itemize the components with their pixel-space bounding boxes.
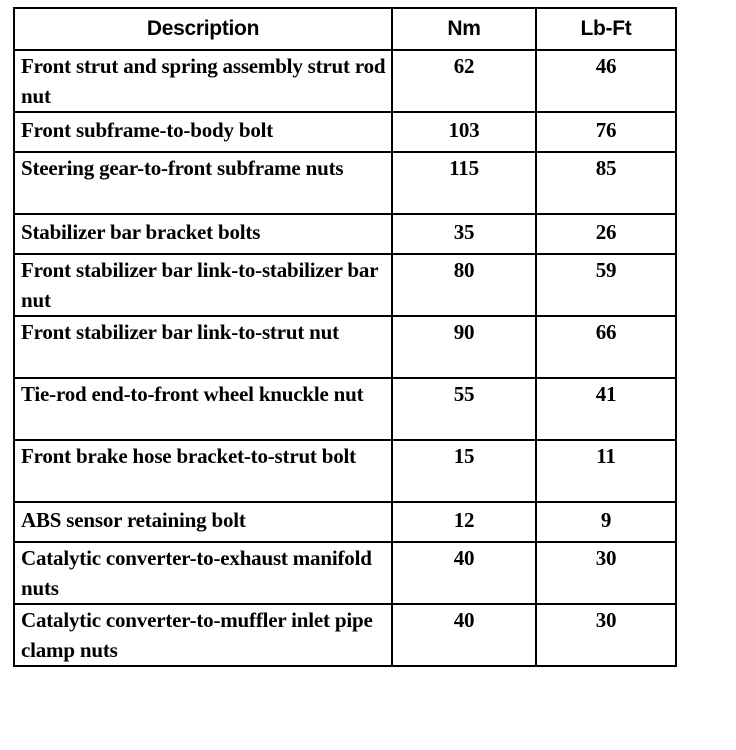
row-lbft: 30 — [536, 604, 676, 666]
row-nm: 103 — [392, 112, 536, 152]
row-nm: 55 — [392, 378, 536, 440]
row-description: Steering gear-to-front subframe nuts — [14, 152, 392, 214]
row-nm: 40 — [392, 604, 536, 666]
row-description: Front strut and spring assembly strut rod nut — [14, 50, 392, 112]
row-lbft: 9 — [536, 502, 676, 542]
table-row — [14, 378, 676, 440]
row-description: Tie-rod end-to-front wheel knuckle nut — [14, 378, 392, 440]
row-description: ABS sensor retaining bolt — [14, 502, 392, 542]
header-nm: Nm — [392, 8, 536, 50]
row-lbft: 46 — [536, 50, 676, 112]
table-row — [14, 50, 676, 112]
row-description: Catalytic converter-to-exhaust manifold nuts — [14, 542, 392, 604]
row-description: Front subframe-to-body bolt — [14, 112, 392, 152]
row-nm: 35 — [392, 214, 536, 254]
table-row — [14, 604, 676, 666]
table-row — [14, 316, 676, 378]
header-description: Description — [14, 8, 392, 50]
torque-specifications-table — [13, 7, 677, 667]
table-row — [14, 440, 676, 502]
table-header-row — [14, 8, 676, 50]
row-lbft: 59 — [536, 254, 676, 316]
table-row — [14, 152, 676, 214]
row-lbft: 30 — [536, 542, 676, 604]
row-lbft: 41 — [536, 378, 676, 440]
table-row — [14, 254, 676, 316]
row-description: Front stabilizer bar link-to-strut nut — [14, 316, 392, 378]
row-nm: 62 — [392, 50, 536, 112]
row-nm: 115 — [392, 152, 536, 214]
row-lbft: 66 — [536, 316, 676, 378]
row-lbft: 76 — [536, 112, 676, 152]
row-lbft: 11 — [536, 440, 676, 502]
row-nm: 12 — [392, 502, 536, 542]
row-description: Stabilizer bar bracket bolts — [14, 214, 392, 254]
row-description: Front brake hose bracket-to-strut bolt — [14, 440, 392, 502]
row-description: Catalytic converter-to-muffler inlet pipe clamp nuts — [14, 604, 392, 666]
row-lbft: 26 — [536, 214, 676, 254]
row-nm: 90 — [392, 316, 536, 378]
row-description: Front stabilizer bar link-to-stabilizer bar nut — [14, 254, 392, 316]
table-row — [14, 542, 676, 604]
row-nm: 80 — [392, 254, 536, 316]
table-row — [14, 502, 676, 542]
header-lbft: Lb-Ft — [536, 8, 676, 50]
table-row — [14, 214, 676, 254]
row-nm: 15 — [392, 440, 536, 502]
row-lbft: 85 — [536, 152, 676, 214]
table-row — [14, 112, 676, 152]
row-nm: 40 — [392, 542, 536, 604]
